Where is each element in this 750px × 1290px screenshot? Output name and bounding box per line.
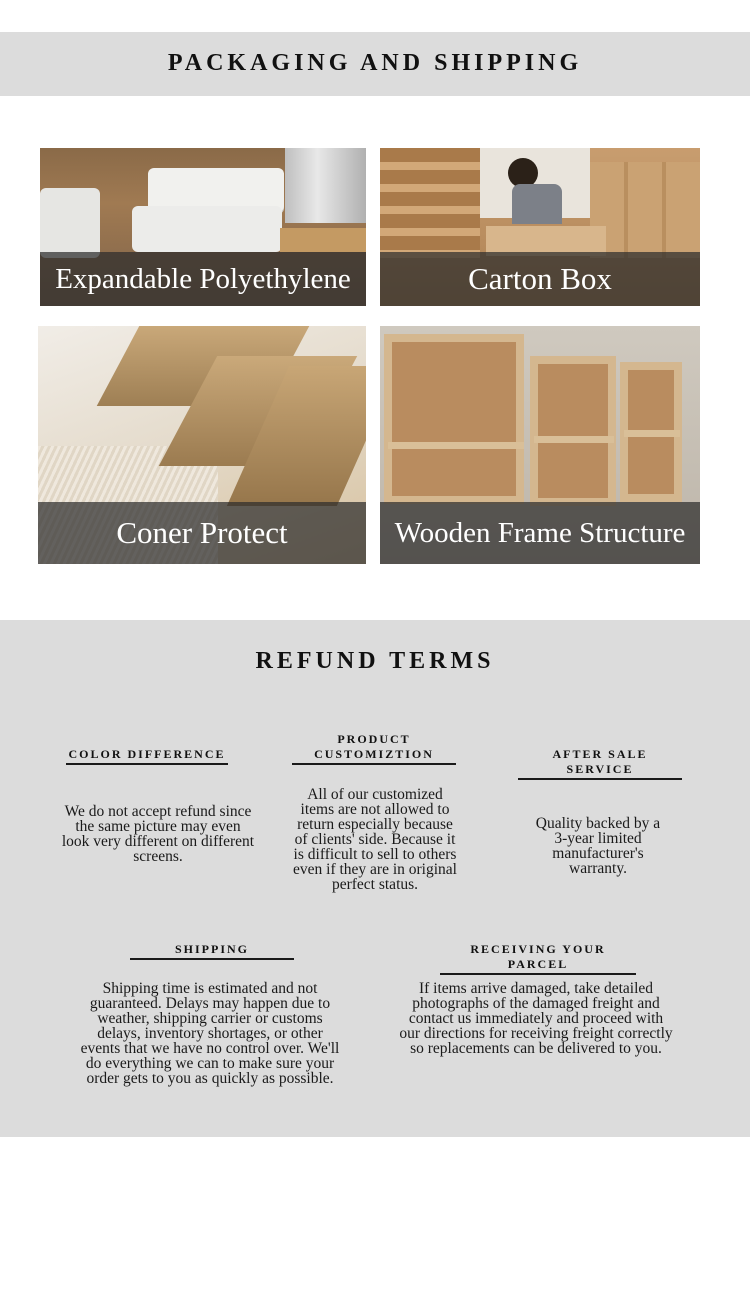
tile-caption: Coner Protect	[38, 502, 366, 564]
packaging-header-band	[0, 32, 750, 96]
tile-caption: Expandable Polyethylene	[40, 252, 366, 306]
term-heading-receiving-your-parcel: RECEIVING YOUR PARCEL	[440, 942, 636, 975]
term-heading-line: PRODUCT	[337, 732, 411, 746]
term-body-shipping: Shipping time is estimated and not guaranteed. Delays may happen due to weather, shipping carrier or customs delays, inventory shortages, or other events that we have no control over. We'll do everything we can to make sure your order gets to you as quickly as possible.	[80, 980, 340, 1087]
tile-carton-box	[380, 148, 700, 306]
term-body-after-sale-service: Quality backed by a 3-year limited manufacturer's warranty.	[535, 815, 661, 877]
crate-brace-shape	[388, 442, 524, 449]
wooden-crate-shape	[530, 356, 616, 506]
shelf-shape	[380, 148, 480, 258]
tile-caption: Wooden Frame Structure	[380, 502, 700, 564]
term-heading-product-customiztion	[292, 732, 456, 765]
tile-expandable-polyethylene	[40, 148, 366, 306]
packaging-title: PACKAGING AND SHIPPING	[167, 50, 583, 76]
crate-brace-shape	[534, 436, 614, 443]
term-body-color-difference: We do not accept refund since the same picture may even look very different on different screens.	[61, 803, 255, 865]
wooden-crate-shape	[384, 334, 524, 504]
tile-wooden-frame-structure	[380, 326, 700, 564]
term-body-product-customiztion: All of our customized items are not allowed to return especially because of clients' side. Because it is difficult to sell to others even if they are in original perfect status.	[293, 786, 457, 893]
wrapped-package-shape	[132, 206, 282, 252]
wrapped-package-shape	[40, 188, 100, 258]
tile-coner-protect	[38, 326, 366, 564]
carton-stack-shape	[590, 162, 700, 258]
refund-title: REFUND TERMS	[255, 648, 495, 674]
term-heading-after-sale-service: AFTER SALE SERVICE	[518, 747, 682, 780]
carton-shape	[280, 228, 366, 252]
crate-brace-shape	[624, 430, 680, 437]
term-heading-shipping: SHIPPING	[130, 942, 294, 960]
window-shape	[285, 148, 366, 223]
tile-caption: Carton Box	[380, 252, 700, 306]
term-heading-line: CUSTOMIZTION	[314, 747, 434, 761]
refund-terms-section	[0, 620, 750, 1137]
term-body-receiving-your-parcel: If items arrive damaged, take detailed photographs of the damaged freight and contact us immediately and proceed with our directions for receiving freight correctly so replacements can be delivered to you.	[399, 980, 673, 1057]
term-heading-color-difference: COLOR DIFFERENCE	[66, 747, 228, 765]
worker-body-shape	[512, 184, 562, 224]
